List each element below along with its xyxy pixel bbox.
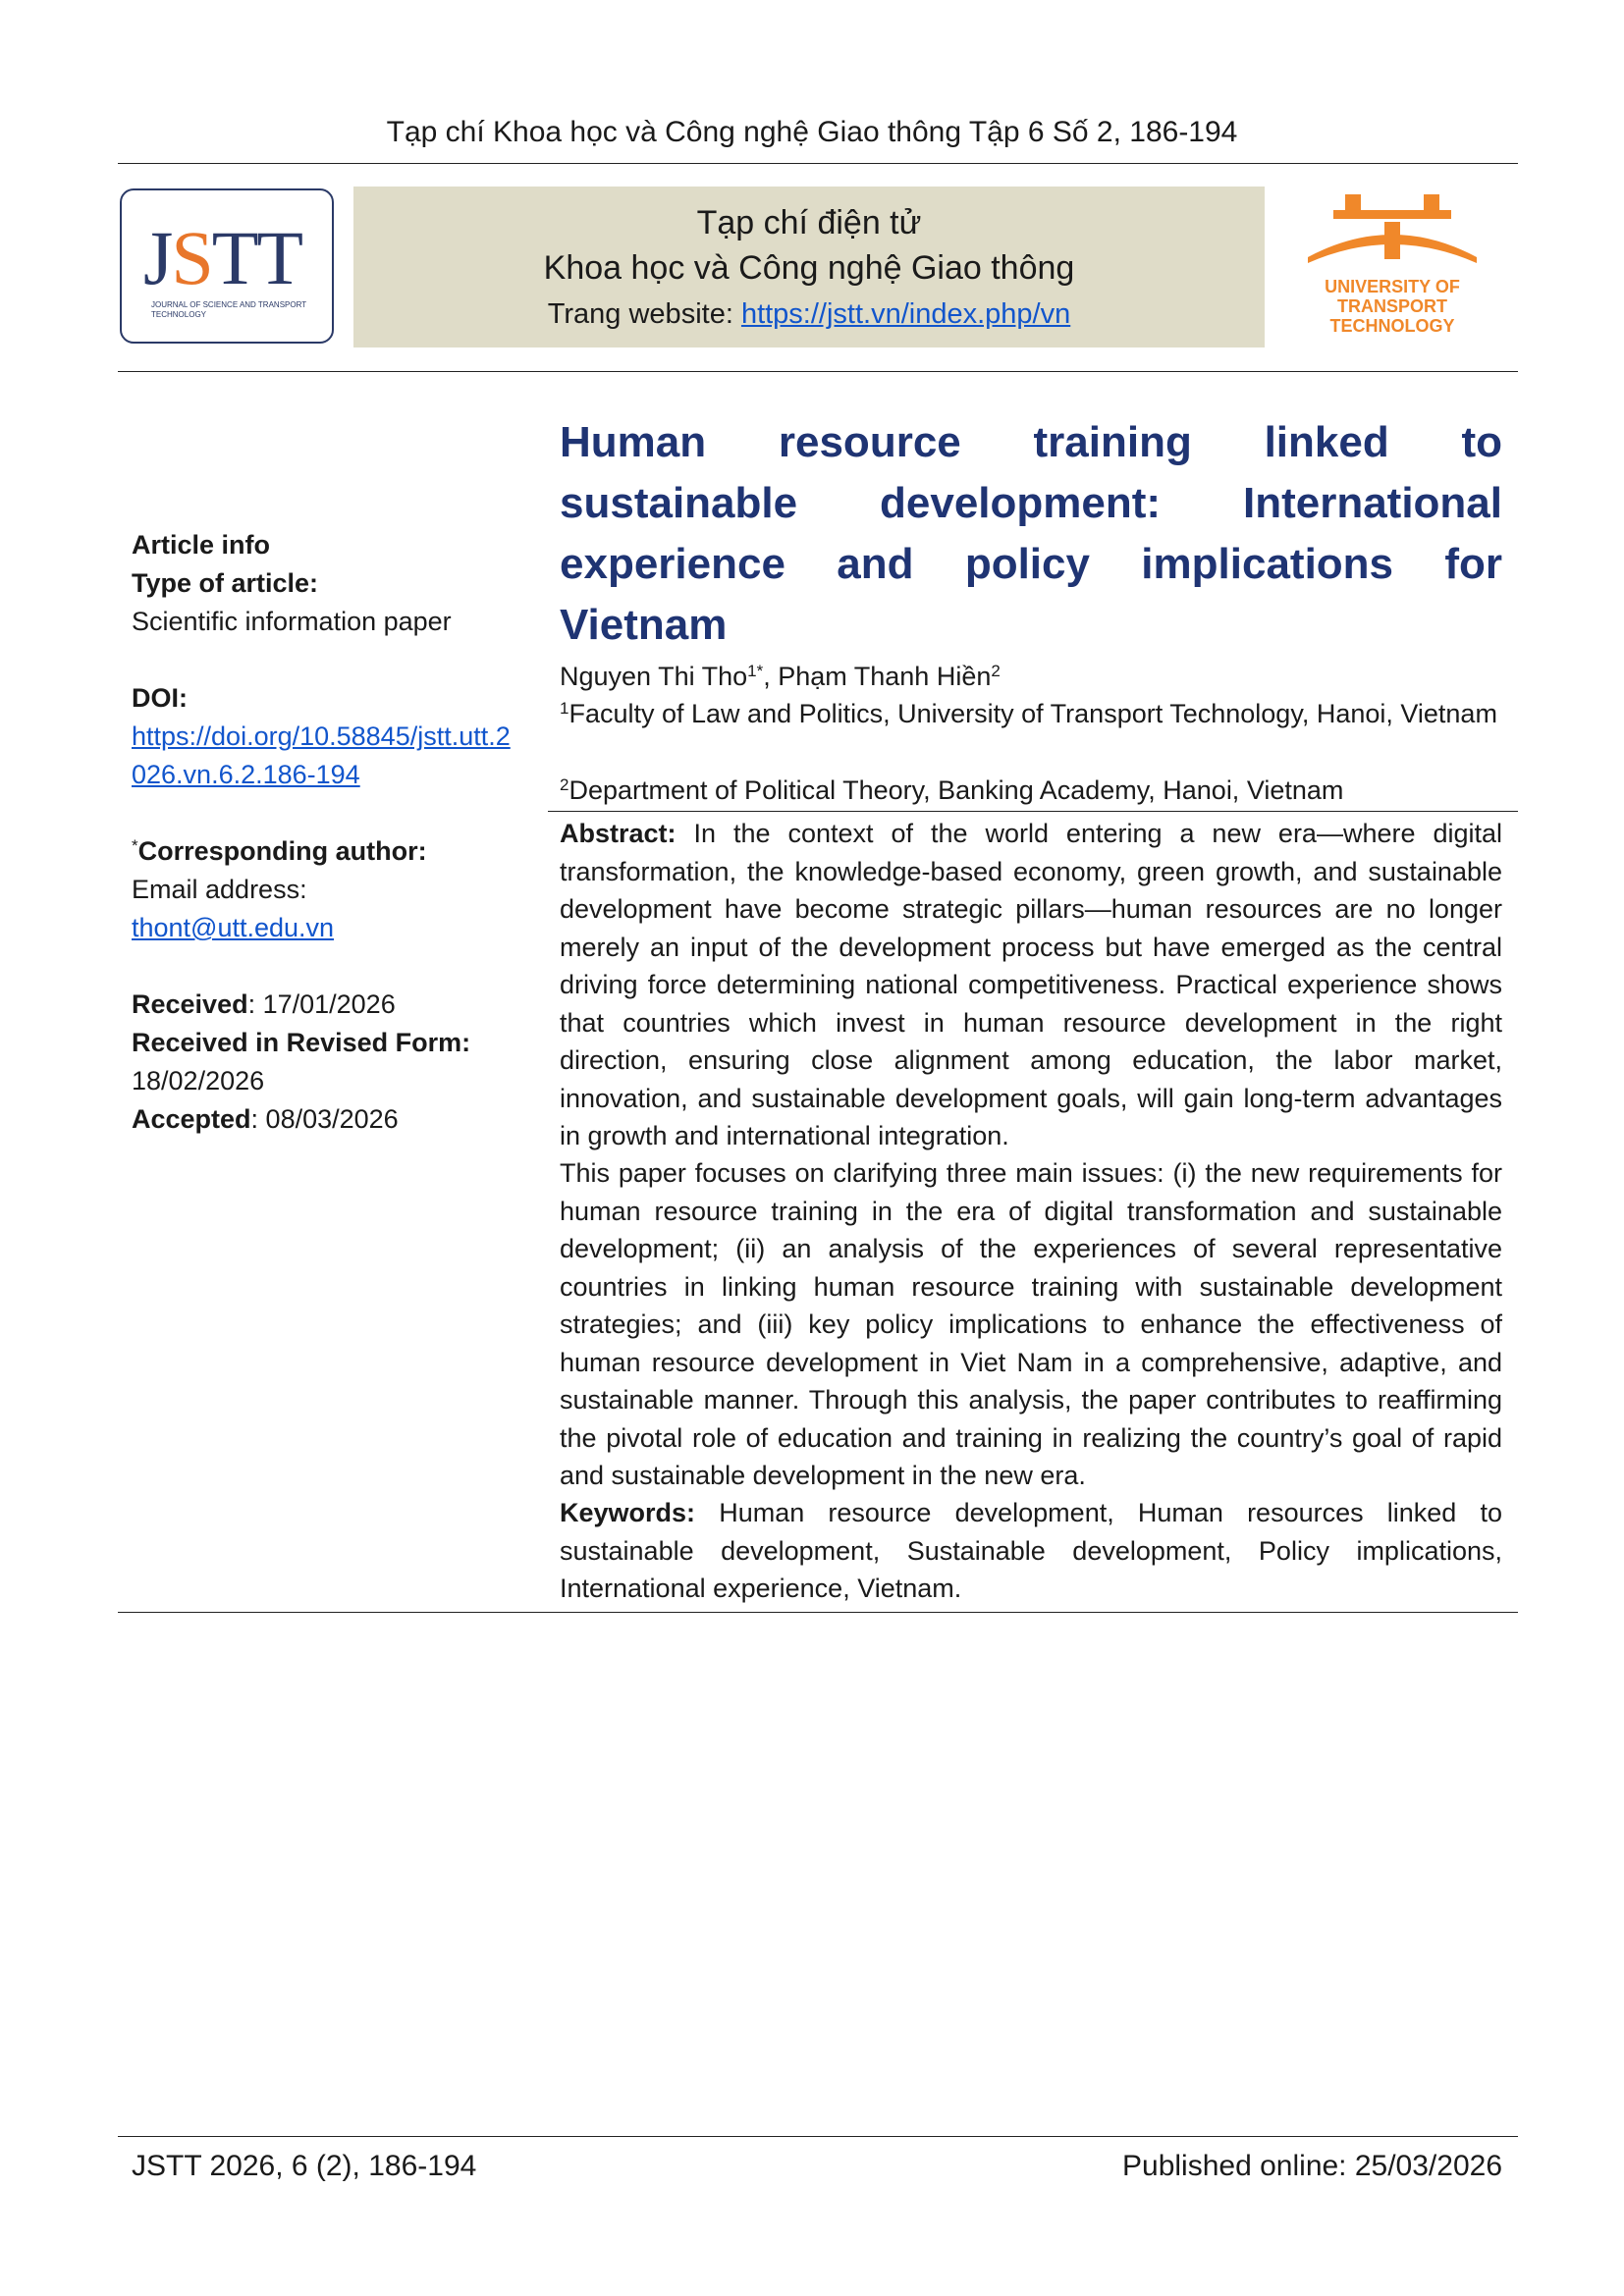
- abstract-rule: [548, 811, 1518, 812]
- running-header: Tạp chí Khoa học và Công nghệ Giao thông Tập 6 Số 2, 186-194: [386, 116, 1238, 148]
- author-2: Phạm Thanh Hiền: [778, 662, 992, 691]
- corresponding-mark: *: [132, 836, 138, 855]
- article-title: Human resource training linked to sustainable development: International experience and policy implications for Vietnam: [560, 418, 1502, 649]
- abstract-paragraph-1: [560, 815, 1502, 1155]
- footer-citation: JSTT 2026, 6 (2), 186-194: [132, 2150, 477, 2182]
- keywords-text: Human resource development, Human resources linked to sustainable development, Sustainable development, Policy implications, International experience, Vietnam.: [560, 1498, 1502, 1603]
- type-label: Type of article:: [132, 568, 319, 598]
- utt-word-3: TECHNOLOGY: [1329, 316, 1455, 336]
- jstt-logo-text: JOURNAL OF SCIENCE AND TRANSPORT TECHNOLOGY: [151, 300, 306, 319]
- utt-word-1: UNIVERSITY OF: [1325, 277, 1460, 296]
- abstract-text-1: In the context of the world entering a new era—where digital transformation, the knowledge-based economy, green growth, and sustainable development have become strategic pillars—human resources are no longer merely an input of the development process but have emerged as the central driving force determining national competitiveness. Practical experience shows that countries which invest in human resource development in the right direction, ensuring close alignment among education, the labor market, innovation, and sustainable development goals, will gain long-term advantages in growth and international integration.: [560, 819, 1502, 1150]
- corresponding-label: Corresponding author:: [137, 836, 427, 866]
- jstt-logo: [120, 188, 334, 344]
- utt-word-2: TRANSPORT: [1337, 296, 1447, 316]
- banner-line-2: Khoa học và Công nghệ Giao thông: [543, 249, 1075, 287]
- website-link[interactable]: https://jstt.vn/index.php/vn: [740, 298, 1071, 330]
- affiliation-2-text: Department of Political Theory, Banking Academy, Hanoi, Vietnam: [568, 775, 1344, 805]
- affiliation-2-sup: 2: [560, 775, 569, 794]
- jstt-logo-mark: JSTT: [143, 215, 302, 300]
- affiliation-1: [560, 695, 1502, 733]
- article-info-heading: Article info: [132, 530, 271, 560]
- doi-label: DOI:: [132, 683, 188, 713]
- affiliation-1-text: Faculty of Law and Politics, University of Transport Technology, Hanoi, Vietnam: [568, 699, 1497, 728]
- author-1-sup: 1*: [747, 662, 764, 680]
- footer-rule: [118, 2136, 1518, 2137]
- authors-line: [560, 658, 1502, 696]
- author-2-sup: 2: [991, 662, 1001, 680]
- author-1: Nguyen Thi Tho: [560, 662, 748, 691]
- author-separator: ,: [763, 662, 779, 691]
- utt-logo: [1294, 192, 1490, 349]
- email-link[interactable]: thont@utt.edu.vn: [132, 913, 335, 942]
- accepted-value: : 08/03/2026: [250, 1104, 399, 1134]
- abstract-label: Abstract:: [560, 819, 677, 848]
- abstract-paragraph-2: This paper focuses on clarifying three main issues: (i) the new requirements for human resource training in the era of digital transformation and sustainable development; (ii) an analysis of the experiences of several representative countries in linking human resource training with sustainable development strategies; and (iii) key policy implications to enhance the effectiveness of human resource development in Viet Nam in a comprehensive, adaptive, and sustainable manner. Through this analysis, the paper contributes to reaffirming the pivotal role of education and training in realizing the country’s goal of rapid and sustainable development in the new era.: [560, 1158, 1502, 1490]
- affiliation-2: [560, 772, 1502, 810]
- journal-banner: [353, 187, 1265, 347]
- keywords-paragraph: [560, 1494, 1502, 1608]
- received-value: : 17/01/2026: [247, 989, 396, 1019]
- website-label: Trang website:: [547, 298, 741, 330]
- header-rule: [118, 163, 1518, 164]
- doi-link-line-2[interactable]: 026.vn.6.2.186-194: [132, 760, 360, 789]
- doi-link-line-1[interactable]: https://doi.org/10.58845/jstt.utt.2: [132, 721, 511, 751]
- received-label: Received: [132, 989, 248, 1019]
- footer-published-date: Published online: 25/03/2026: [1122, 2150, 1502, 2182]
- email-label: Email address:: [132, 875, 307, 904]
- abstract-bottom-rule: [118, 1612, 1518, 1613]
- keywords-label: Keywords:: [560, 1498, 696, 1527]
- revised-label: Received in Revised Form:: [132, 1028, 471, 1057]
- accepted-label: Accepted: [132, 1104, 251, 1134]
- banner-rule: [118, 371, 1518, 372]
- affiliation-1-sup: 1: [560, 699, 569, 718]
- banner-website: [353, 298, 1265, 331]
- revised-value: 18/02/2026: [132, 1066, 265, 1095]
- utt-emblem-icon: [1294, 192, 1490, 271]
- article-info-block: [132, 526, 534, 1139]
- type-value: Scientific information paper: [132, 607, 452, 636]
- banner-line-1: Tạp chí điện tử: [696, 204, 922, 241]
